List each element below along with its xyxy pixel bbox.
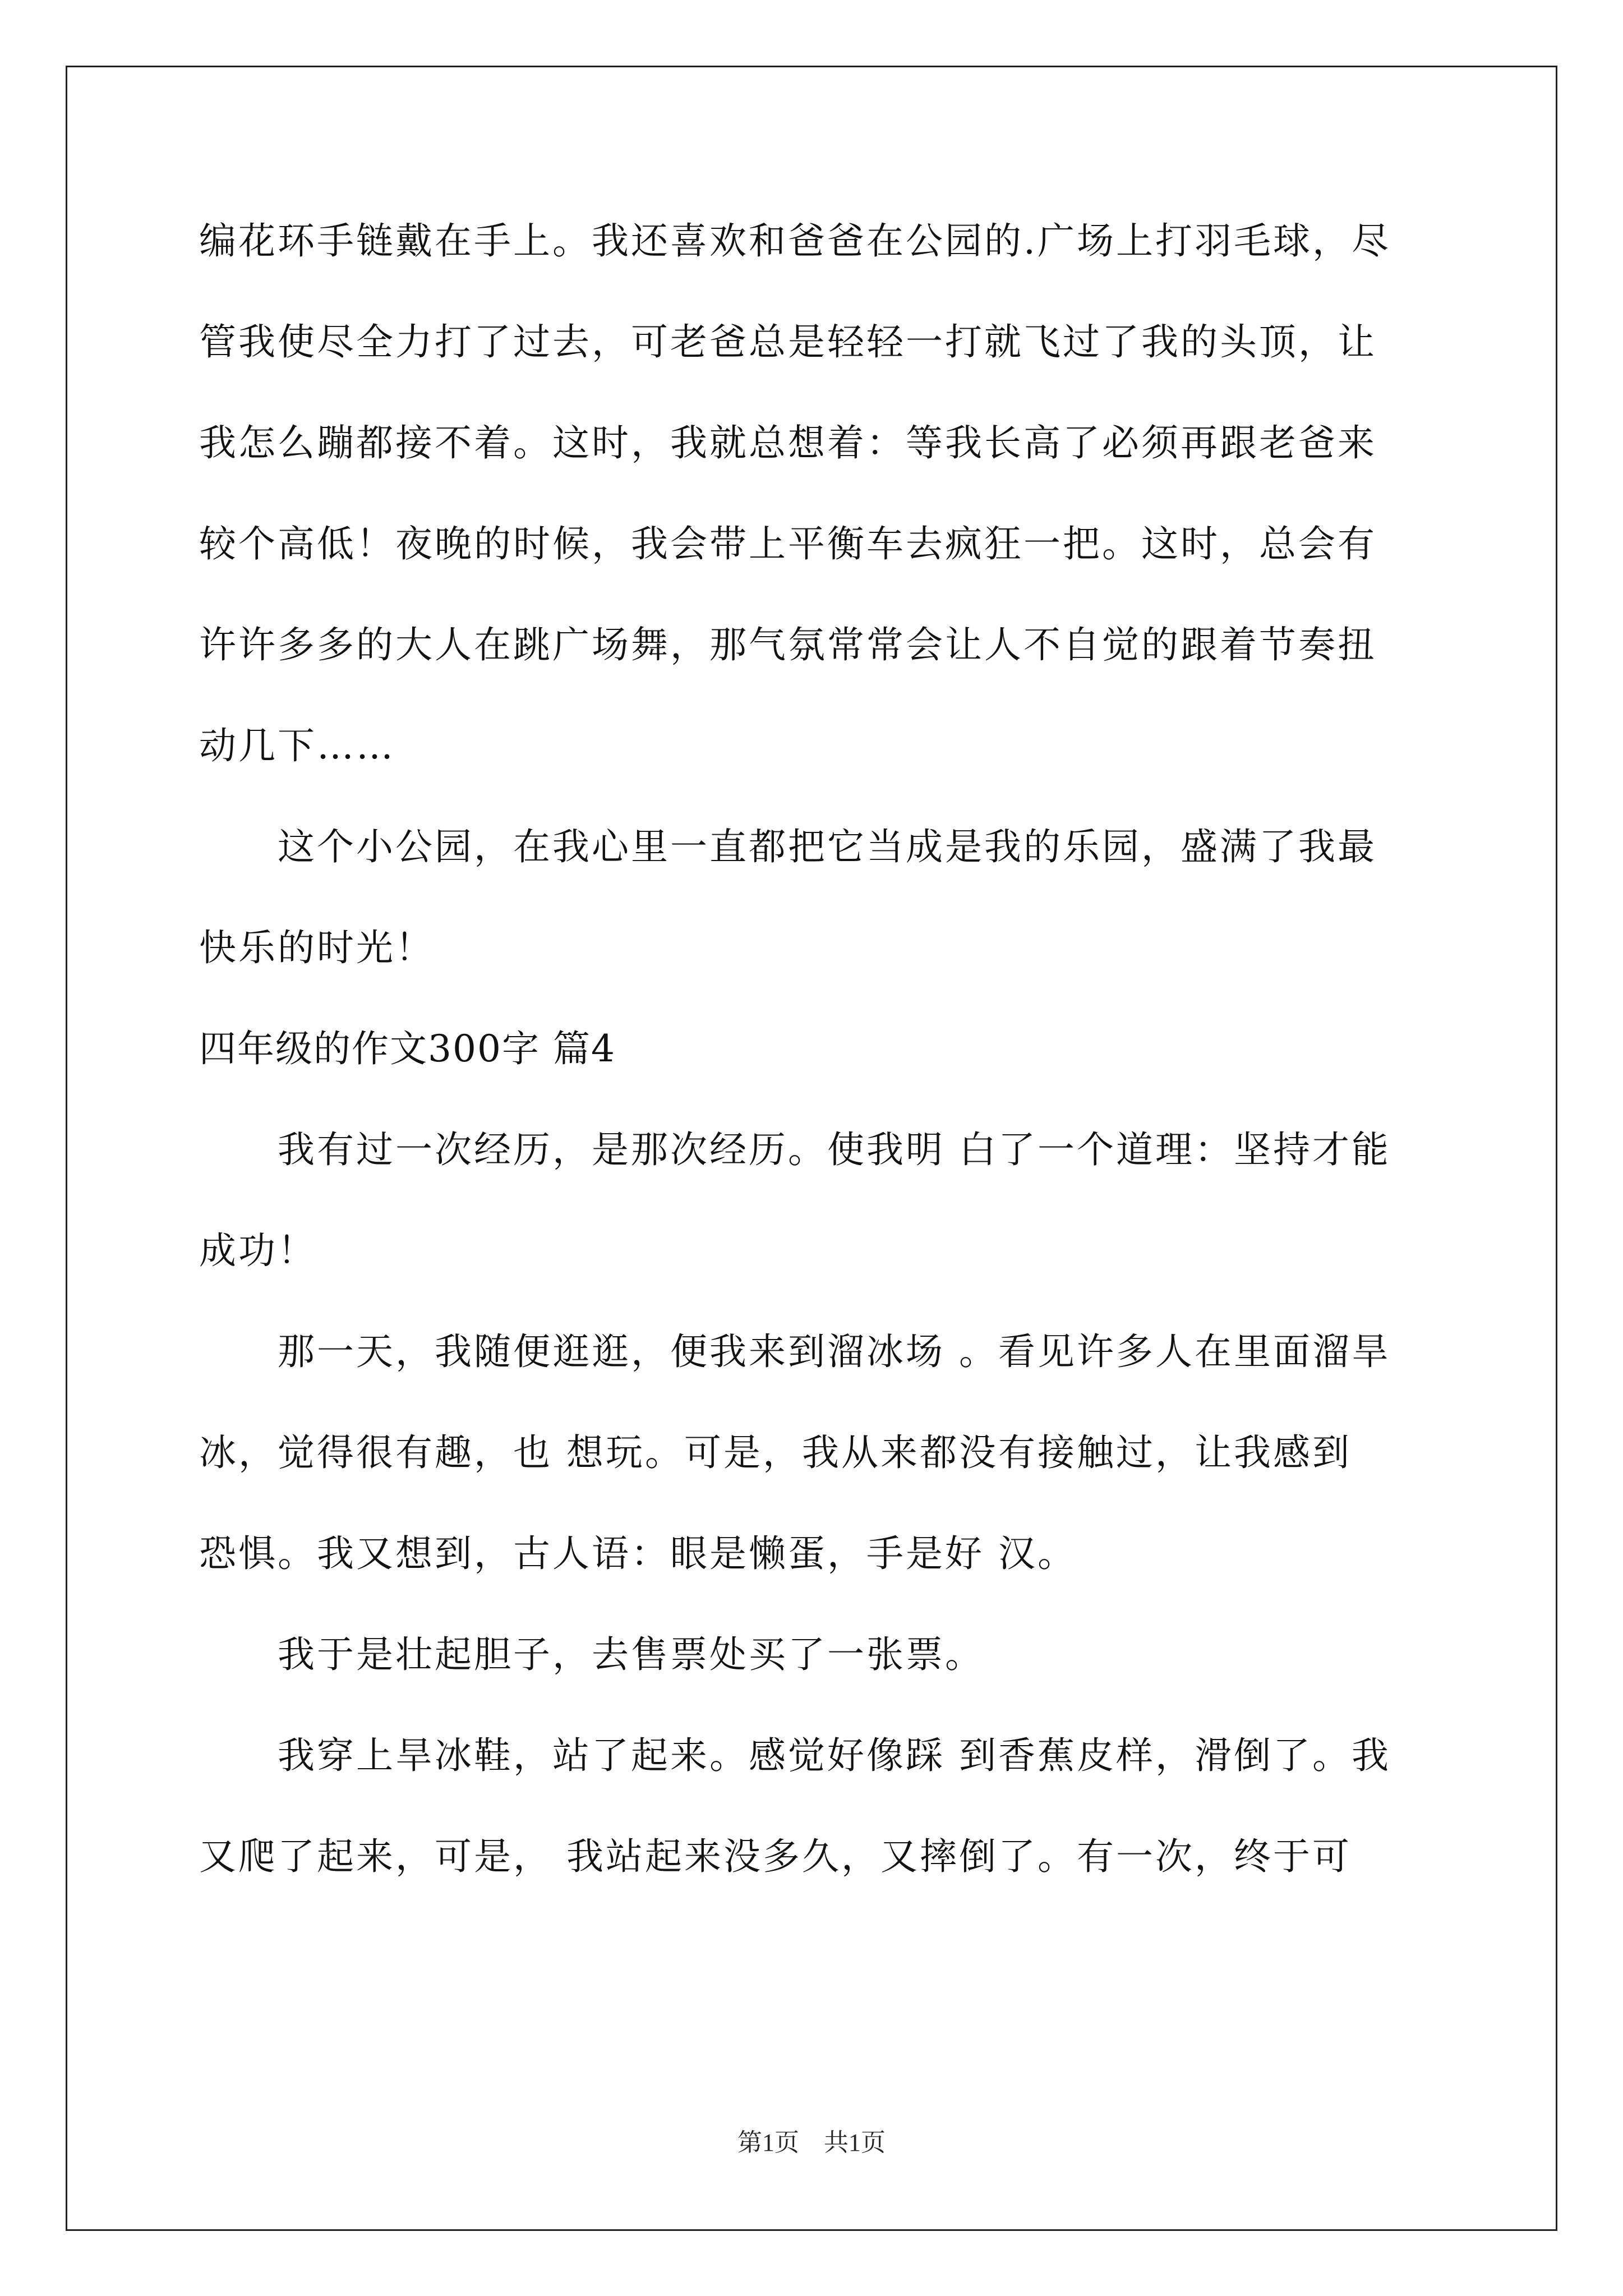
paragraph-line: 编花环手链戴在手上。我还喜欢和爸爸在公园的.广场上打羽毛球，尽 xyxy=(199,219,1391,263)
document-body xyxy=(199,214,1427,1931)
page-footer: 第1页 共1页 xyxy=(737,2129,886,2156)
paragraph-line: 我于是壮起胆子，去售票处买了一张票。 xyxy=(278,1633,984,1676)
paragraph-line: 较个高低！夜晚的时候，我会带上平衡车去疯狂一把。这时，总会有 xyxy=(199,522,1377,565)
paragraph-line: 动几下…… xyxy=(199,724,395,767)
paragraph-line: 快乐的时光！ xyxy=(199,926,435,969)
paragraph-line: 成功！ xyxy=(199,1229,317,1272)
paragraph-line: 我穿上旱冰鞋，站了起来。感觉好像踩 到香蕉皮样，滑倒了。我 xyxy=(278,1734,1391,1777)
paragraph-line: 我有过一次经历，是那次经历。使我明 白了一个道理：坚持才能 xyxy=(278,1128,1391,1171)
paragraph-line: 恐惧。我又想到，古人语：眼是懒蛋，手是好 汉。 xyxy=(199,1532,1077,1575)
paragraph-line: 又爬了起来，可是， 我站起来没多久，又摔倒了。有一次，终于可 xyxy=(199,1835,1352,1878)
paragraph-line: 那一天，我随便逛逛，便我来到溜冰场 。看见许多人在里面溜旱 xyxy=(278,1330,1391,1373)
paragraph-line: 冰，觉得很有趣，也 想玩。可是，我从来都没有接触过，让我感到 xyxy=(199,1431,1352,1474)
paragraph-line: 我怎么蹦都接不着。这时，我就总想着：等我长高了必须再跟老爸来 xyxy=(199,421,1377,464)
paragraph-line: 许许多多的大人在跳广场舞，那气氛常常会让人不自觉的跟着节奏扭 xyxy=(199,623,1377,666)
paragraph-line: 管我使尽全力打了过去，可老爸总是轻轻一打就飞过了我的头顶，让 xyxy=(199,320,1377,364)
paragraph-line: 这个小公园，在我心里一直都把它当成是我的乐园，盛满了我最 xyxy=(278,825,1377,868)
section-heading: 四年级的作文300字 篇4 xyxy=(199,1027,616,1070)
